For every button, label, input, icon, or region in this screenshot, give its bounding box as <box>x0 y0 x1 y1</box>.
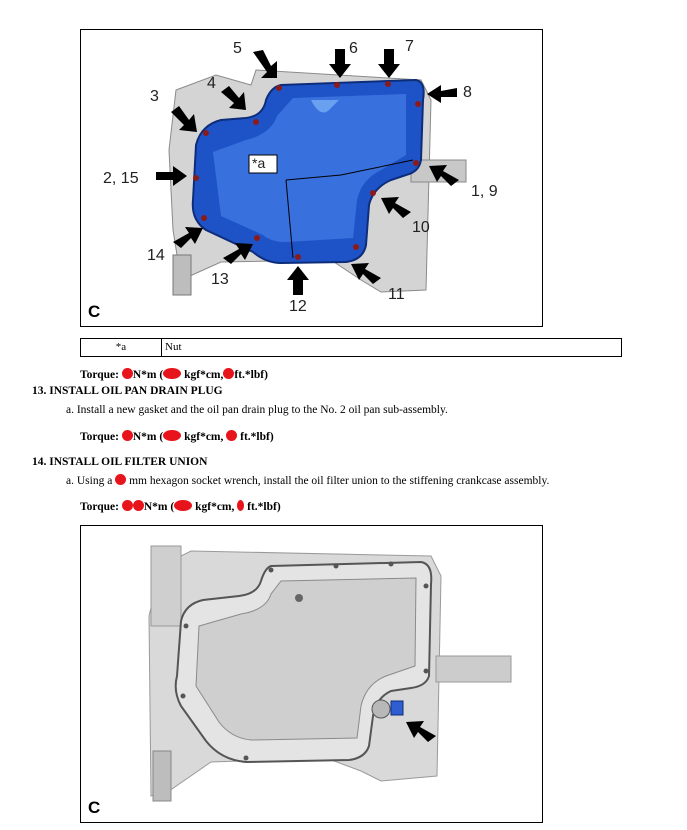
torque-label: Torque: <box>80 369 119 381</box>
redaction-mark <box>237 500 244 511</box>
callout-8: 8 <box>463 84 472 101</box>
callout-12: 12 <box>289 298 307 315</box>
callout-10: 10 <box>412 219 430 236</box>
step-13-instruction: a. Install a new gasket and the oil pan drain plug to the No. 2 oil pan sub-assembly. <box>66 404 448 416</box>
torque-kgf-unit: kgf*cm, <box>184 431 224 443</box>
torque-spec-drain-plug <box>80 430 274 443</box>
legend-value: Nut <box>165 341 182 353</box>
oil-pan-illustration <box>81 30 542 326</box>
legend-key: *a <box>81 339 162 356</box>
oil-filter-union-figure <box>80 525 543 823</box>
torque-ft-unit: ft.*lbf) <box>240 431 274 443</box>
torque-nm-unit: N*m ( <box>143 501 175 513</box>
torque-nm-unit: N*m ( <box>132 369 164 381</box>
figure-corner-letter: C <box>88 798 101 817</box>
oil-pan-bolt-sequence-figure <box>80 29 543 327</box>
torque-kgf-unit: kgf*cm, <box>184 369 224 381</box>
callout-4: 4 <box>207 75 216 92</box>
figure-corner-letter: C <box>88 302 101 321</box>
redaction-mark <box>133 500 144 511</box>
callout-a: *a <box>252 155 266 171</box>
callout-5: 5 <box>233 40 242 57</box>
legend-table <box>80 338 622 357</box>
torque-kgf-unit: kgf*cm, <box>195 501 235 513</box>
torque-ft-unit: ft.*lbf) <box>247 501 281 513</box>
torque-nm-unit: N*m ( <box>132 431 164 443</box>
step-14-instruction <box>66 474 549 487</box>
torque-spec-oil-filter-union <box>80 500 281 513</box>
instruction-text-start: a. Using a <box>66 475 113 487</box>
instruction-text-end: mm hexagon socket wrench, install the oil filter union to the stiffening crankcase assembly. <box>129 475 550 487</box>
redaction-mark <box>226 430 237 441</box>
torque-label: Torque: <box>80 501 119 513</box>
redaction-mark <box>122 500 133 511</box>
callout-6: 6 <box>349 40 358 57</box>
redaction-mark <box>223 368 234 379</box>
callout-11: 11 <box>388 286 405 303</box>
redaction-mark <box>163 430 181 441</box>
step-14-heading: 14. INSTALL OIL FILTER UNION <box>32 456 208 468</box>
redaction-mark <box>122 368 133 379</box>
callout-1-9: 1, 9 <box>471 183 498 200</box>
callout-13: 13 <box>211 271 229 288</box>
redaction-mark <box>174 500 192 511</box>
torque-label: Torque: <box>80 431 119 443</box>
redaction-mark <box>122 430 133 441</box>
torque-spec-oil-pan <box>80 368 268 381</box>
redaction-mark <box>115 474 126 485</box>
step-13-heading: 13. INSTALL OIL PAN DRAIN PLUG <box>32 385 223 397</box>
callout-7: 7 <box>405 38 414 55</box>
callout-3: 3 <box>150 88 159 105</box>
callout-2-15: 2, 15 <box>103 170 139 187</box>
oil-pan-grey-illustration <box>81 526 542 822</box>
redaction-mark <box>163 368 181 379</box>
callout-14: 14 <box>147 247 165 264</box>
torque-ft-unit: ft.*lbf) <box>234 369 268 381</box>
